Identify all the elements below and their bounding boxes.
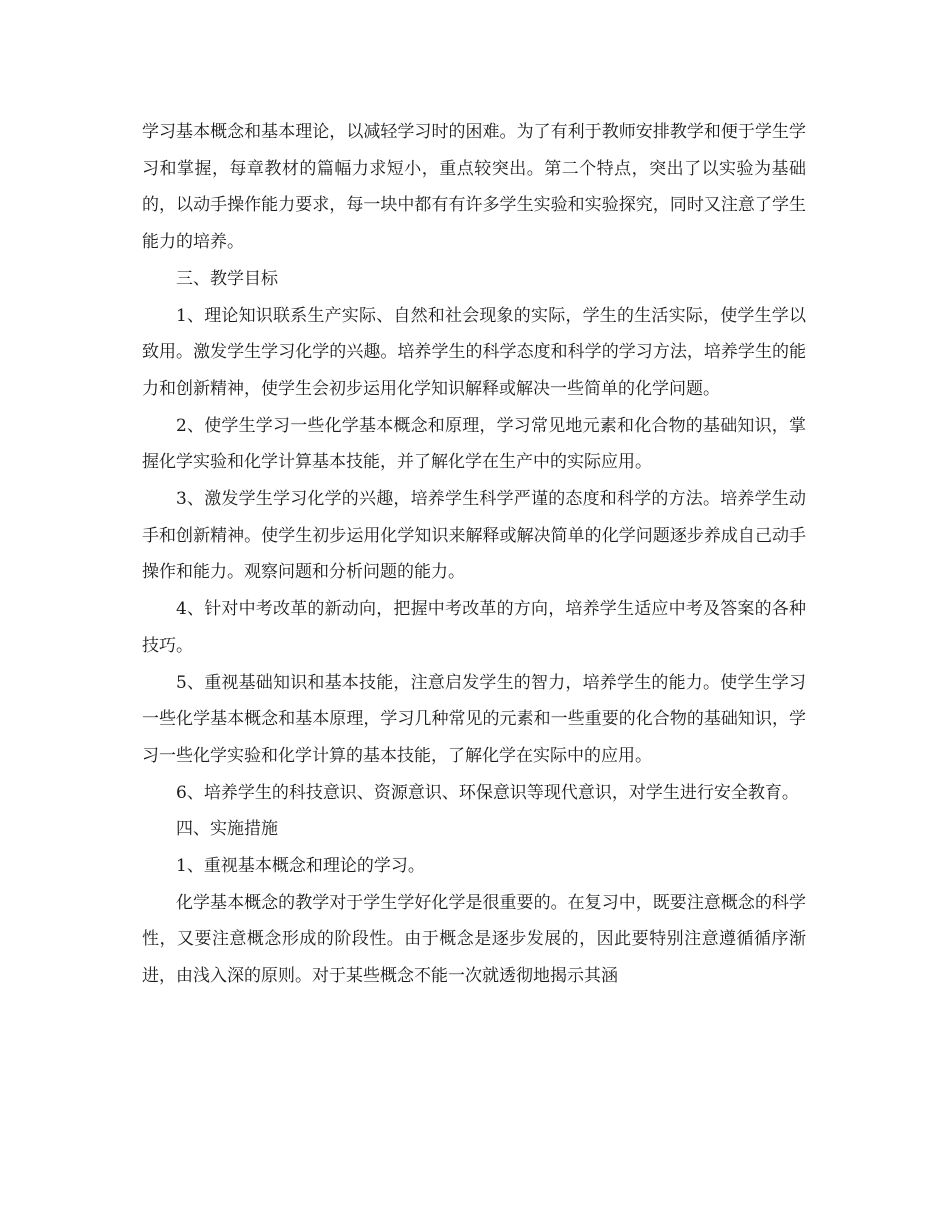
measure-item-1: 1、重视基本概念和理论的学习。 [176, 856, 425, 877]
goal-item-6: 6、培养学生的科技意识、资源意识、环保意识等现代意识，对学生进行安全教育。 [176, 782, 799, 803]
section-heading-measures: 四、实施措施 [176, 819, 278, 840]
goal-item-2: 2、使学生学习一些化学基本概念和原理，学习常见地元素和化合物的基础知识，掌握化学实验和化学计算基本技能，并了解化学在生产中的实际应用。 [142, 415, 806, 473]
goal-item-4: 4、针对中考改革的新动向，把握中考改革的方向，培养学生适应中考及答案的各种技巧。 [142, 599, 806, 656]
document-body [142, 114, 806, 995]
measure-paragraph: 化学基本概念的教学对于学生学好化学是很重要的。在复习中，既要注意概念的科学性，又要注意概念形成的阶段性。由于概念是逐步发展的，因此要特别注意遵循循序渐进，由浅入深的原则。对于某些概念不能一次就透彻地揭示其涵 [142, 892, 806, 987]
section-heading-teaching-goals: 三、教学目标 [176, 268, 278, 289]
goal-item-1: 1、理论知识联系生产实际、自然和社会现象的实际，学生的生活实际，使学生学以致用。激发学生学习化学的兴趣。培养学生的科学态度和科学的学习方法，培养学生的能力和创新精神，使学生会初步运用化学知识解释或解决一些简单的化学问题。 [142, 305, 806, 399]
goal-item-5: 5、重视基础知识和基本技能，注意启发学生的智力，培养学生的能力。使学生学习一些化学基本概念和基本原理，学习几种常见的元素和一些重要的化合物的基础知识，学习一些化学实验和化学计算的基本技能，了解化学在实际中的应用。 [142, 672, 806, 766]
paragraph-intro-continued: 学习基本概念和基本理论，以减轻学习时的困难。为了有利于教师安排教学和便于学生学习和掌握，每章教材的篇幅力求短小，重点较突出。第二个特点，突出了以实验为基础的，以动手操作能力要求，每一块中都有有许多学生实验和实验探究，同时又注意了学生能力的培养。 [142, 122, 806, 253]
goal-item-3: 3、激发学生学习化学的兴趣，培养学生科学严谨的态度和科学的方法。培养学生动手和创新精神。使学生初步运用化学知识来解释或解决简单的化学问题逐步养成自己动手操作和能力。观察问题和分析问题的能力。 [142, 489, 806, 583]
